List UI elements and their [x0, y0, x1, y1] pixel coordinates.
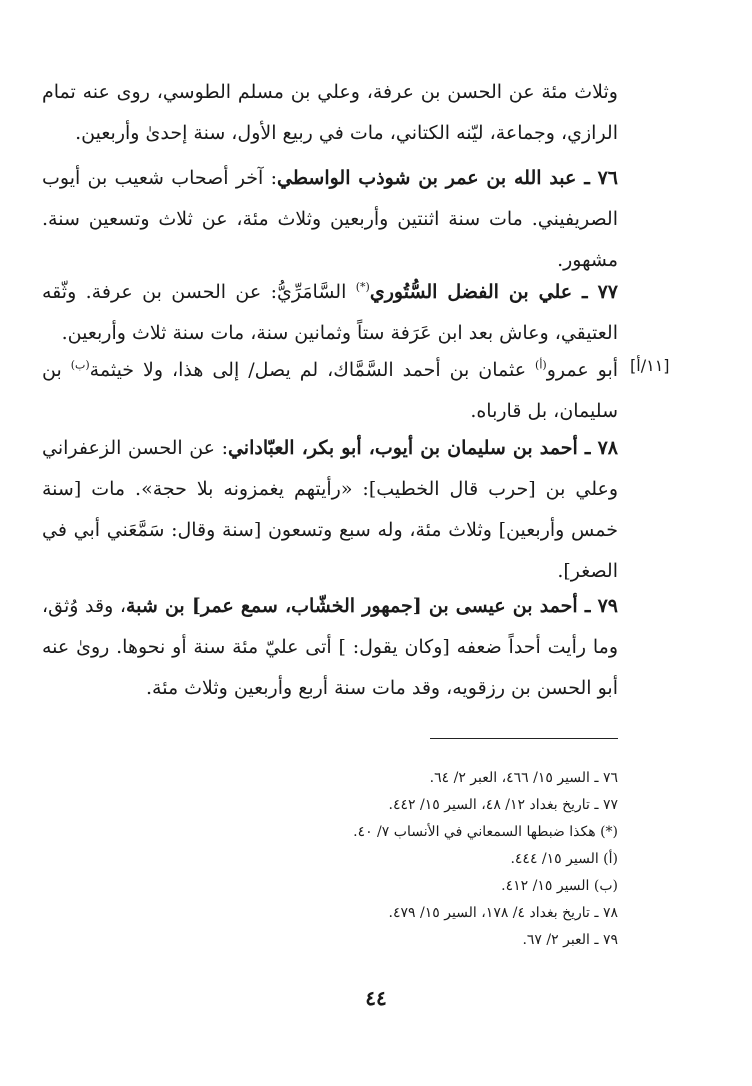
entry-text: : عن الحسن الزعفراني وعلي بن [حرب قال الخطيب]: «رأيتهم يغمزونه بلا حجة». مات [سنة خمس وأربعين] وثلاث مئة، وله سبع وتسعون [سنة وقال: سَمَّعَني أبي في الصغر]. [42, 437, 618, 582]
footnote-marker: (*) [355, 280, 370, 294]
entry-heading: ٧٨ ـ أحمد بن سليمان بن أيوب، أبو بكر، العبّاداني [227, 437, 618, 459]
paragraph-continuation: وثلاث مئة عن الحسن بن عرفة، وعلي بن مسلم الطوسي، روى عنه تمام الرازي، وجماعة، ليّنه الكتاني، مات في ربيع الأول، سنة إحدىٰ وأربعين. [42, 81, 618, 144]
editorial-note: أبو عمرو$^{(أ)}$ عثمان بن أحمد السَّمَّاك، لم يصل/ إلى هذا، ولا خيثمة$^{(ب)}$ بن سليمان، بل قارباه. [42, 358, 619, 422]
entry-heading: ٧٧ ـ علي بن الفضل السُّتُوري [369, 281, 618, 303]
footnote-marker: (أ) [535, 358, 547, 372]
entry-77 [42, 272, 618, 354]
entry-nisba: السَّامَرِّيُّ [277, 281, 356, 303]
footnotes [250, 765, 618, 954]
footnote: (*) هكذا ضبطها السمعاني في الأنساب ٧/ ٤٠. [353, 824, 618, 840]
footnote-marker: (ب) [70, 358, 90, 372]
footnote: (ب) السير ١٥/ ٤١٢. [501, 878, 618, 894]
entry-heading: ٧٩ ـ أحمد بن عيسى بن [جمهور الخشّاب، سمع عمر] بن شبة [125, 595, 618, 617]
footnote: ٧٨ ـ تاريخ بغداد ٤/ ١٧٨، السير ١٥/ ٤٧٩. [388, 905, 618, 921]
footnote: (أ) السير ١٥/ ٤٤٤. [510, 851, 618, 867]
entry-79 [42, 586, 618, 709]
footnote-divider [430, 738, 618, 739]
entry-text: : آخر أصحاب شعيب بن أيوب الصريفيني. مات سنة اثنتين وأربعين وثلاث مئة، عن ثلاث وتسعين سنة. مشهور. [42, 167, 618, 271]
entry-heading: ٧٦ ـ عبد الله بن عمر بن شوذب الواسطي [276, 167, 618, 189]
footnote: ٧٩ ـ العبر ٢/ ٦٧. [522, 932, 618, 948]
entry-text: : عن الحسن بن عرفة. وثّقه العتيقي، وعاش بعد ابن عَرَفة ستاً وثمانين سنة، مات سنة ثلاث وأربعين. [42, 281, 618, 344]
footnote: ٧٦ ـ السير ١٥/ ٤٦٦، العبر ٢/ ٦٤. [429, 770, 618, 786]
page-number: ٤٤ [365, 986, 387, 1010]
entry-76 [42, 158, 618, 281]
manuscript-folio-ref: [١١/أ] [630, 356, 670, 375]
entry-78 [42, 428, 618, 592]
footnote: ٧٧ ـ تاريخ بغداد ١٢/ ٤٨، السير ١٥/ ٤٤٢. [388, 797, 618, 813]
entry-text: ، وقد وُثق، وما رأيت أحداً ضعفه [وكان يقول: ] أتى عليّ مئة سنة أو نحوها. روىٰ عنه أبو الحسن بن رزقويه، وقد مات سنة أربع وأربعين وثلاث مئة. [42, 595, 618, 699]
